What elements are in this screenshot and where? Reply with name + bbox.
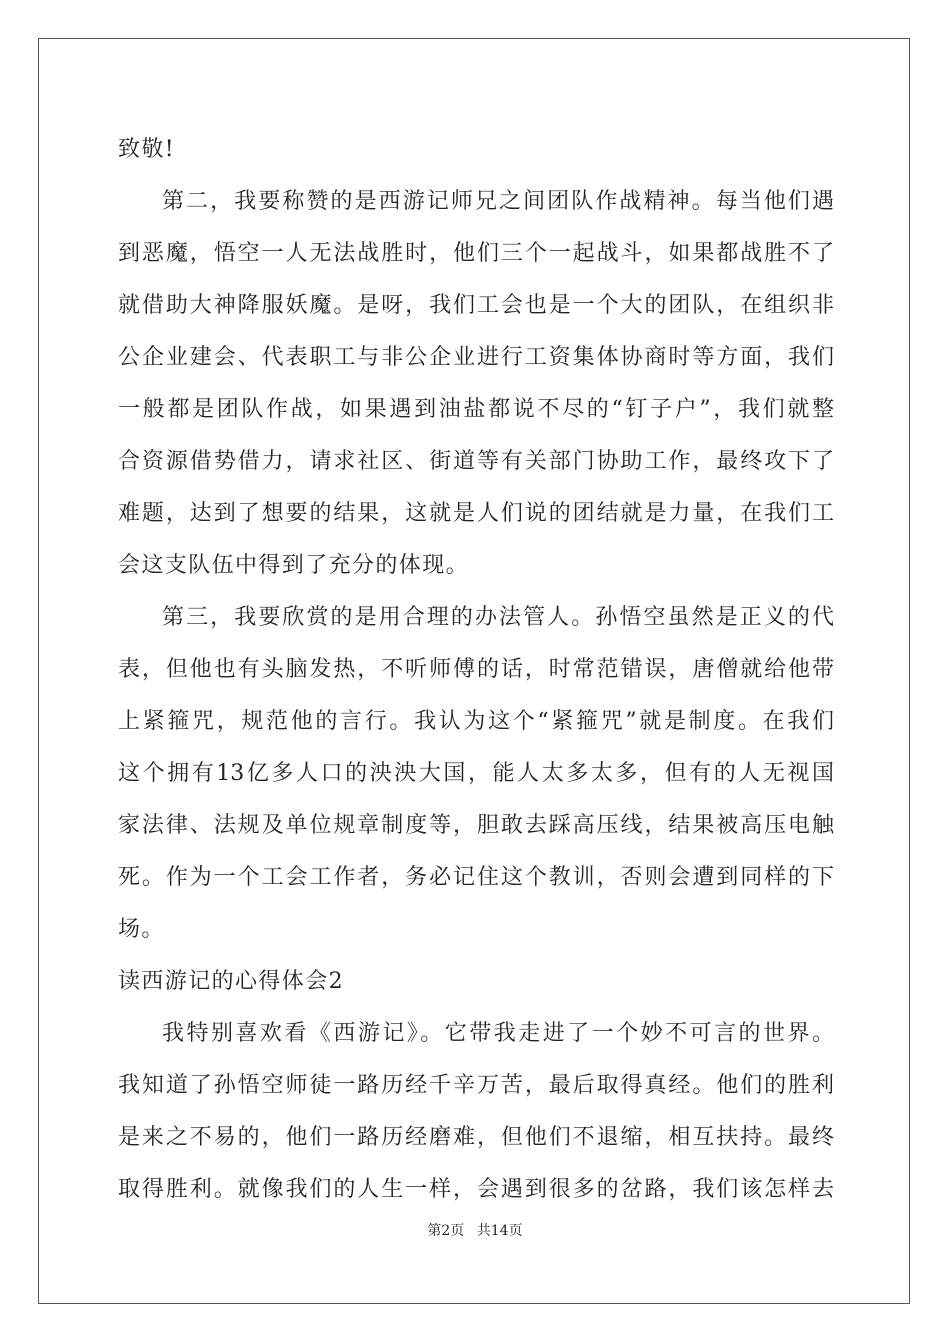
text-line: 场。	[118, 917, 165, 942]
text-line: 我特别喜欢看《西游记》。它带我走进了一个妙不可言的世界。	[162, 1021, 834, 1046]
text-line: 难题，达到了想要的结果，这就是人们说的团结就是力量，在我们工	[118, 501, 834, 526]
document-body	[118, 127, 834, 1219]
text-line: 我知道了孙悟空师徒一路历经千辛万苦，最后取得真经。他们的胜利	[118, 1073, 834, 1098]
current-page-number: 第2页	[427, 1223, 465, 1239]
text-line: 会这支队伍中得到了充分的体现。	[118, 553, 470, 578]
text-line: 取得胜利。就像我们的人生一样，会遇到很多的岔路，我们该怎样去	[118, 1177, 834, 1202]
text-line: 合资源借势借力，请求社区、街道等有关部门协助工作，最终攻下了	[118, 449, 834, 474]
page-footer	[0, 1220, 950, 1240]
text-line: 第二，我要称赞的是西游记师兄之间团队作战精神。每当他们遇	[162, 189, 834, 214]
text-line: 到恶魔，悟空一人无法战胜时，他们三个一起战斗，如果都战胜不了	[118, 241, 834, 266]
text-line: 上紧箍咒，规范他的言行。我认为这个“紧箍咒”就是制度。在我们	[118, 709, 834, 734]
text-line: 死。作为一个工会工作者，务必记住这个教训，否则会遭到同样的下	[118, 865, 834, 890]
text-line: 第三，我要欣赏的是用合理的办法管人。孙悟空虽然是正义的代	[162, 605, 834, 630]
section-heading: 读西游记的心得体会2	[118, 969, 344, 994]
total-page-count: 共14页	[476, 1223, 523, 1239]
text-line: 就借助大神降服妖魔。是呀，我们工会也是一个大的团队，在组织非	[118, 293, 834, 318]
text-line: 一般都是团队作战，如果遇到油盐都说不尽的“钉子户”，我们就整	[118, 397, 834, 422]
text-line: 这个拥有13亿多人口的泱泱大国，能人太多太多，但有的人无视国	[118, 761, 834, 786]
text-line: 家法律、法规及单位规章制度等，胆敢去踩高压线，结果被高压电触	[118, 813, 834, 838]
text-line: 公企业建会、代表职工与非公企业进行工资集体协商时等方面，我们	[118, 345, 834, 370]
text-line: 致敬!	[118, 137, 176, 162]
text-line: 是来之不易的，他们一路历经磨难，但他们不退缩，相互扶持。最终	[118, 1125, 834, 1150]
text-line: 表，但他也有头脑发热，不听师傅的话，时常范错误，唐僧就给他带	[118, 657, 834, 682]
